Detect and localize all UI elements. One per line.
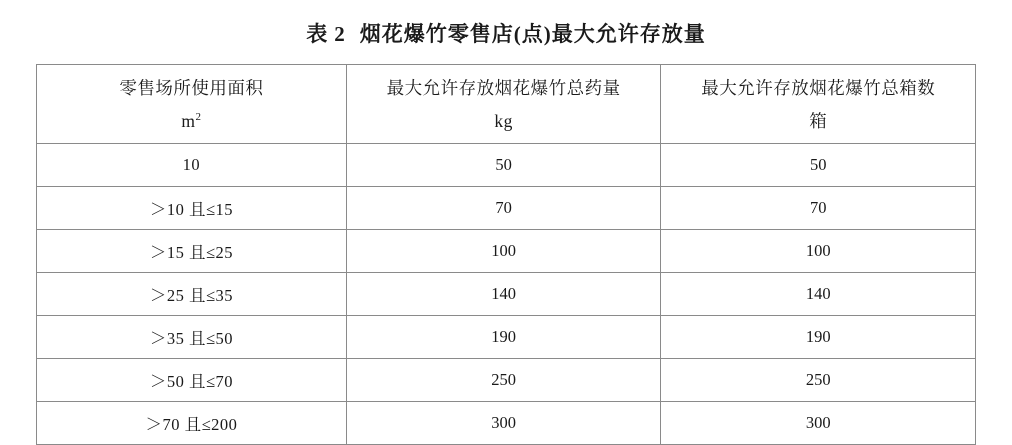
caption-number: 2 bbox=[334, 22, 346, 46]
cell-area: ＞25 且≤35 bbox=[37, 273, 347, 316]
cell-boxes: 250 bbox=[661, 359, 976, 402]
cell-mass: 300 bbox=[346, 402, 661, 445]
cell-area: ＞70 且≤200 bbox=[37, 402, 347, 445]
table-body bbox=[37, 144, 976, 445]
column-header-boxes bbox=[661, 65, 976, 144]
column-header-area bbox=[37, 65, 347, 144]
column-header-mass-label: 最大允许存放烟花爆竹总药量 bbox=[386, 77, 621, 98]
column-header-area-label: 零售场所使用面积 bbox=[119, 77, 264, 98]
cell-mass: 70 bbox=[346, 187, 661, 230]
column-header-boxes-label: 最大允许存放烟花爆竹总箱数 bbox=[701, 77, 936, 98]
cell-boxes: 300 bbox=[661, 402, 976, 445]
table-row bbox=[37, 144, 976, 187]
cell-area: ＞15 且≤25 bbox=[37, 230, 347, 273]
cell-mass: 100 bbox=[346, 230, 661, 273]
cell-boxes: 190 bbox=[661, 316, 976, 359]
table-row bbox=[37, 187, 976, 230]
cell-area: ＞10 且≤15 bbox=[37, 187, 347, 230]
column-header-area-unit: $m^2$ bbox=[181, 110, 202, 131]
column-header-mass-unit: kg bbox=[494, 110, 513, 131]
cell-boxes: 100 bbox=[661, 230, 976, 273]
cell-area: 10 bbox=[37, 144, 347, 187]
table-header bbox=[37, 65, 976, 144]
table-row bbox=[37, 359, 976, 402]
cell-mass: 50 bbox=[346, 144, 661, 187]
table-row bbox=[37, 273, 976, 316]
table-container bbox=[36, 64, 976, 445]
caption-prefix: 表 bbox=[306, 22, 329, 46]
caption-title: 烟花爆竹零售店(点)最大允许存放量 bbox=[359, 22, 706, 46]
storage-limits-table bbox=[36, 64, 976, 445]
table-row bbox=[37, 402, 976, 445]
column-header-boxes-unit: 箱 bbox=[809, 110, 828, 131]
table-caption bbox=[0, 0, 1012, 64]
cell-area: ＞50 且≤70 bbox=[37, 359, 347, 402]
cell-boxes: 70 bbox=[661, 187, 976, 230]
cell-mass: 250 bbox=[346, 359, 661, 402]
table-row bbox=[37, 230, 976, 273]
superscript-two: 2 bbox=[195, 110, 202, 123]
cell-mass: 190 bbox=[346, 316, 661, 359]
table-header-row bbox=[37, 65, 976, 144]
cell-boxes: 50 bbox=[661, 144, 976, 187]
cell-mass: 140 bbox=[346, 273, 661, 316]
table-row bbox=[37, 316, 976, 359]
column-header-mass bbox=[346, 65, 661, 144]
cell-boxes: 140 bbox=[661, 273, 976, 316]
cell-area: ＞35 且≤50 bbox=[37, 316, 347, 359]
